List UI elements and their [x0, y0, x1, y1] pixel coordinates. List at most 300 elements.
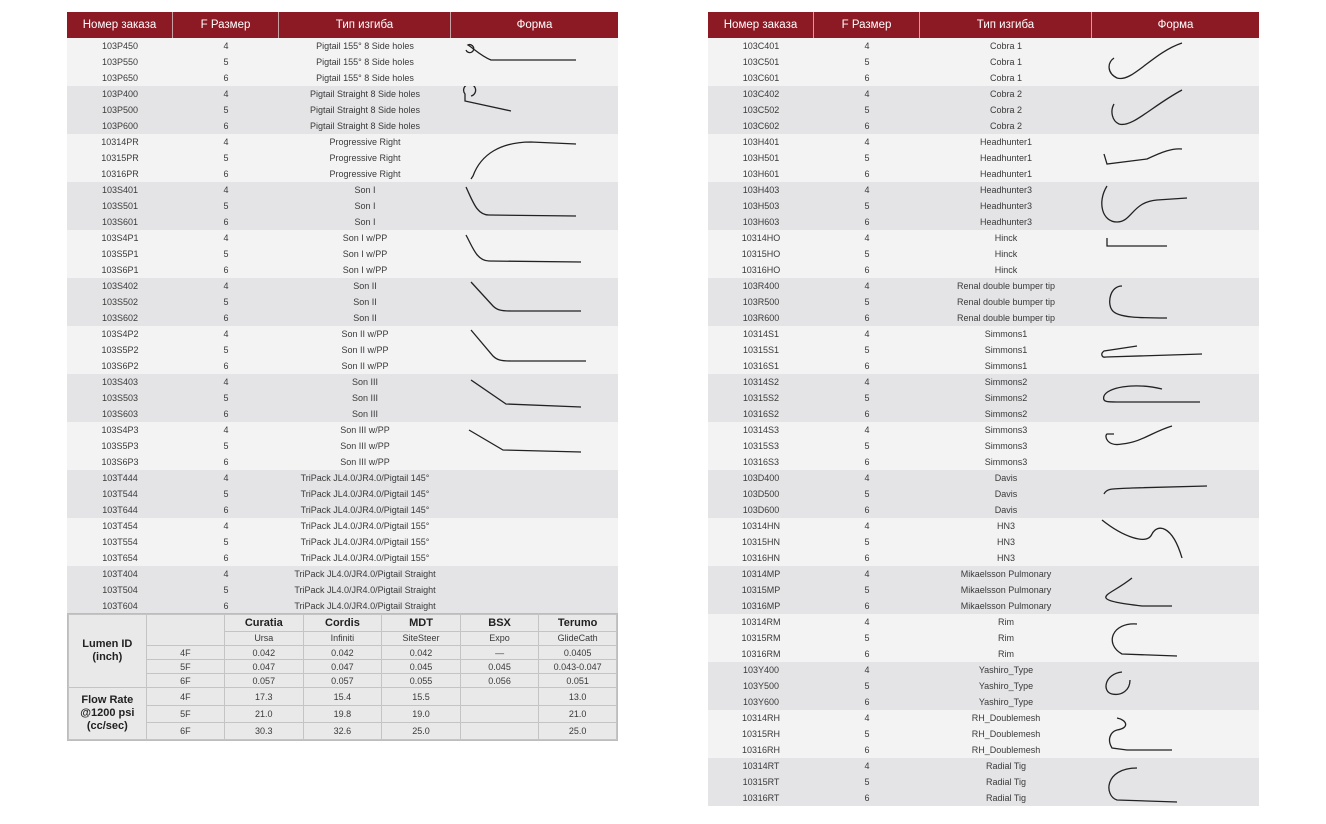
order-number-cell: 103S5P1 — [101, 249, 139, 259]
order-number-cell: 103R400 — [742, 281, 780, 291]
headhunter3-icon — [1092, 182, 1259, 230]
bend-type-cell: RH_Doublemesh — [971, 729, 1041, 739]
bend-type-cell: Headhunter3 — [979, 185, 1033, 195]
brand-label: BSX — [460, 615, 538, 632]
order-number-cell: 103T604 — [102, 601, 138, 611]
mikaelsson-icon-path — [1106, 578, 1172, 606]
bend-type-cell: Hinck — [994, 265, 1018, 275]
table-row — [67, 566, 618, 582]
flow-row: 5F 21.0 19.8 19.0 21.0 — [69, 705, 617, 722]
f-size-cell: 4 — [864, 233, 870, 243]
bend-type-cell: TriPack JL4.0/JR4.0/Pigtail 145° — [300, 489, 430, 499]
progressive-right-icon-path — [471, 142, 576, 179]
lumen-row: 4F 0.042 0.042 0.042 — 0.0405 — [69, 645, 617, 659]
row-group — [708, 230, 1259, 278]
f-size-cell: 4 — [223, 185, 229, 195]
yashiro-icon — [1092, 662, 1259, 710]
row-group — [67, 374, 618, 422]
brand-label: Curatia — [225, 615, 304, 632]
order-number-cell: 10315HN — [741, 537, 781, 547]
f-size-cell: 5 — [864, 489, 870, 499]
lumen-id-label: Lumen ID (inch) — [69, 615, 147, 688]
order-number-cell: 103T544 — [102, 489, 138, 499]
f-size-cell: 6 — [864, 121, 870, 131]
header-shape: Форма — [516, 19, 553, 31]
order-number-cell: 103S5P2 — [101, 345, 139, 355]
rim-icon-path — [1112, 624, 1177, 656]
order-number-cell: 103T454 — [102, 521, 138, 531]
bend-type-cell: Simmons2 — [984, 377, 1028, 387]
order-number-cell: 103S4P3 — [101, 425, 139, 435]
bend-type-cell: Yashiro_Type — [978, 697, 1034, 707]
left-catalog-table — [67, 12, 618, 614]
order-number-cell: 10316S3 — [742, 457, 780, 467]
order-number-cell: 103P500 — [101, 105, 139, 115]
bend-type-cell: Son I w/PP — [342, 233, 388, 243]
simmons2-icon — [1092, 374, 1259, 422]
f-size-cell: 4 — [864, 473, 870, 483]
cobra-2-icon — [1092, 86, 1259, 134]
bend-type-cell: Simmons1 — [984, 345, 1028, 355]
f-size-cell: 4 — [223, 137, 229, 147]
bend-type-cell: Cobra 1 — [989, 41, 1023, 51]
bend-type-cell: Headhunter3 — [979, 201, 1033, 211]
f-size-cell: 6 — [864, 697, 870, 707]
order-number-cell: 103C602 — [742, 121, 780, 131]
simmons1-icon — [1092, 326, 1259, 374]
order-number-cell: 103P600 — [101, 121, 139, 131]
hinck-icon-path — [1107, 238, 1167, 246]
pigtail-155-icon — [451, 38, 618, 86]
bend-type-cell: Son III w/PP — [340, 457, 390, 467]
row-group — [708, 710, 1259, 758]
lumen-row: 6F 0.057 0.057 0.055 0.056 0.051 — [69, 674, 617, 688]
order-number-cell: 103C401 — [742, 41, 780, 51]
bend-type-cell: Son III w/PP — [340, 441, 390, 451]
f-size-cell: 6 — [223, 361, 229, 371]
row-group — [708, 326, 1259, 374]
table-row — [67, 486, 618, 502]
order-number-cell: 103S6P2 — [101, 361, 139, 371]
table-row — [67, 598, 618, 614]
bend-type-cell: HN3 — [996, 521, 1015, 531]
f-size-cell: 5 — [864, 345, 870, 355]
f-size-cell: 5 — [864, 393, 870, 403]
order-number-cell: 103C502 — [742, 105, 780, 115]
son-iii-icon — [451, 374, 618, 422]
f-size-cell: 4 — [223, 89, 229, 99]
hinck-icon — [1092, 230, 1259, 278]
bend-type-cell: Progressive Right — [329, 169, 401, 179]
radial-tig-icon — [1092, 758, 1259, 806]
f-size-cell: 5 — [864, 297, 870, 307]
bend-type-cell: Son II — [353, 281, 377, 291]
son-ii-pp-icon — [451, 326, 618, 374]
order-number-cell: 10314RH — [741, 713, 781, 723]
f-size-cell: 5 — [223, 537, 229, 547]
model-label: Infiniti — [303, 631, 382, 645]
order-number-cell: 103P650 — [101, 73, 139, 83]
row-group — [67, 38, 618, 86]
bend-type-cell: Radial Tig — [985, 777, 1027, 787]
f-size-cell: 6 — [864, 73, 870, 83]
order-number-cell: 103P400 — [101, 89, 139, 99]
bend-type-cell: Son I w/PP — [342, 249, 388, 259]
bend-type-cell: HN3 — [996, 553, 1015, 563]
f-size-cell: 4 — [223, 329, 229, 339]
row-group — [708, 134, 1259, 182]
row-group — [67, 422, 618, 470]
order-number-cell: 10314PR — [101, 137, 139, 147]
flow-rate-label: Flow Rate @1200 psi (cc/sec) — [69, 688, 147, 740]
table-row — [67, 470, 618, 486]
order-number-cell: 103T404 — [102, 569, 138, 579]
bend-type-cell: Son III — [351, 393, 378, 403]
order-number-cell: 10316PR — [101, 169, 139, 179]
order-number-cell: 10314RM — [741, 617, 781, 627]
bend-type-cell: TriPack JL4.0/JR4.0/Pigtail Straight — [294, 601, 436, 611]
order-number-cell: 103S503 — [101, 393, 139, 403]
davis-icon-path — [1104, 486, 1207, 494]
f-size-cell: 4 — [223, 425, 229, 435]
order-number-cell: 103T654 — [102, 553, 138, 563]
f-size-cell: 4 — [223, 473, 229, 483]
order-number-cell: 103T444 — [102, 473, 138, 483]
f-size-cell: 6 — [864, 601, 870, 611]
model-label: Expo — [460, 631, 538, 645]
f-size-cell: 6 — [223, 505, 229, 515]
f-size-cell: 4 — [864, 41, 870, 51]
son-ii-pp-icon-path — [471, 330, 586, 361]
bend-type-cell: Simmons3 — [984, 425, 1028, 435]
row-group — [67, 230, 618, 278]
row-group — [708, 566, 1259, 614]
bend-type-cell: TriPack JL4.0/JR4.0/Pigtail 155° — [300, 521, 430, 531]
bend-type-cell: Progressive Right — [329, 153, 401, 163]
f-size-cell: 5 — [223, 57, 229, 67]
f-size-cell: 4 — [864, 137, 870, 147]
f-size-cell: 6 — [864, 505, 870, 515]
table-row — [67, 502, 618, 518]
bend-type-cell: Rim — [998, 649, 1014, 659]
rh-doublemesh-icon-path — [1110, 718, 1172, 750]
row-group — [67, 326, 618, 374]
header-order-number: Номер заказа — [67, 12, 173, 38]
f-size-cell: 6 — [864, 169, 870, 179]
bend-type-cell: RH_Doublemesh — [971, 713, 1041, 723]
f-size-cell: 6 — [223, 313, 229, 323]
f-size-cell: 6 — [864, 793, 870, 803]
order-number-cell: 103C501 — [742, 57, 780, 67]
order-number-cell: 103S4P1 — [101, 233, 139, 243]
bend-type-cell: Yashiro_Type — [978, 681, 1034, 691]
table-row — [67, 550, 618, 566]
row-group — [708, 278, 1259, 326]
f-size-cell: 6 — [864, 553, 870, 563]
bend-type-cell: Headhunter1 — [979, 137, 1033, 147]
bend-type-cell: Mikaelsson Pulmonary — [960, 585, 1052, 595]
son-ii-icon — [451, 278, 618, 326]
order-number-cell: 10315S3 — [742, 441, 780, 451]
hn3-icon-path — [1102, 520, 1182, 558]
f-size-cell: 5 — [864, 633, 870, 643]
order-number-cell: 103T644 — [102, 505, 138, 515]
headhunter1-icon — [1092, 134, 1259, 182]
order-number-cell: 103S603 — [101, 409, 139, 419]
bend-type-cell: Radial Tig — [985, 793, 1027, 803]
bend-type-cell: Rim — [998, 617, 1014, 627]
row-group — [708, 374, 1259, 422]
f-size-cell: 4 — [864, 329, 870, 339]
bend-type-cell: Son II — [353, 313, 377, 323]
bend-type-cell: Pigtail Straight 8 Side holes — [309, 89, 421, 99]
order-number-cell: 103H601 — [742, 169, 780, 179]
row-group — [67, 470, 618, 518]
order-number-cell: 10316S1 — [742, 361, 780, 371]
header-shape: Форма — [1157, 19, 1194, 31]
bend-type-cell: Renal double bumper tip — [956, 313, 1056, 323]
f-size-cell: 4 — [223, 233, 229, 243]
bend-type-cell: Cobra 1 — [989, 57, 1023, 67]
f-size-cell: 6 — [223, 169, 229, 179]
order-number-cell: 10314S2 — [742, 377, 780, 387]
bend-type-cell: TriPack JL4.0/JR4.0/Pigtail 155° — [300, 537, 430, 547]
cobra-1-icon-path — [1109, 43, 1182, 79]
order-number-cell: 103H603 — [742, 217, 780, 227]
order-number-cell: 103S403 — [101, 377, 139, 387]
order-number-cell: 103Y600 — [742, 697, 780, 707]
f-size-cell: 6 — [223, 217, 229, 227]
bend-type-cell: Renal double bumper tip — [956, 297, 1056, 307]
row-group — [708, 86, 1259, 134]
order-number-cell: 103S401 — [101, 185, 139, 195]
bend-type-cell: Pigtail 155° 8 Side holes — [316, 57, 414, 67]
bend-type-cell: Mikaelsson Pulmonary — [960, 601, 1052, 611]
bend-type-cell: Davis — [994, 473, 1018, 483]
f-size-cell: 6 — [864, 457, 870, 467]
f-size-cell: 4 — [223, 41, 229, 51]
bend-type-cell: HN3 — [996, 537, 1015, 547]
order-number-cell: 103H401 — [742, 137, 780, 147]
bend-type-cell: Progressive Right — [329, 137, 401, 147]
row-group — [708, 422, 1259, 470]
bend-type-cell: Son III — [351, 409, 378, 419]
bend-type-cell: Simmons2 — [984, 409, 1028, 419]
bend-type-cell: Headhunter1 — [979, 169, 1033, 179]
row-group — [67, 134, 618, 182]
f-size-cell: 5 — [864, 441, 870, 451]
f-size-cell: 6 — [864, 649, 870, 659]
bend-type-cell: Son I — [354, 217, 376, 227]
f-size-cell: 4 — [864, 761, 870, 771]
bend-type-cell: Son II w/PP — [341, 329, 389, 339]
f-size-cell: 4 — [864, 521, 870, 531]
bend-type-cell: Rim — [998, 633, 1014, 643]
order-number-cell: 103P450 — [101, 41, 139, 51]
f-size-cell: 4 — [864, 569, 870, 579]
order-number-cell: 103H501 — [742, 153, 780, 163]
header-bend-type: Тип изгиба — [920, 12, 1092, 38]
f-size-cell: 6 — [864, 265, 870, 275]
lumen-row: 5F 0.047 0.047 0.045 0.045 0.043-0.047 — [69, 660, 617, 674]
model-label: GlideCath — [539, 631, 617, 645]
simmons3-icon — [1092, 422, 1259, 470]
bend-type-cell: Renal double bumper tip — [956, 281, 1056, 291]
order-number-cell: 10314MP — [741, 569, 781, 579]
f-size-cell: 4 — [864, 89, 870, 99]
headhunter1-icon-path — [1104, 149, 1182, 164]
f-size-cell: 6 — [864, 313, 870, 323]
row-group — [708, 758, 1259, 806]
order-number-cell: 103R600 — [742, 313, 780, 323]
son-i-pp-icon — [451, 230, 618, 278]
f-size-cell: 4 — [864, 377, 870, 387]
f-size-cell: 5 — [864, 729, 870, 739]
row-group — [67, 182, 618, 230]
bend-type-cell: Pigtail Straight 8 Side holes — [309, 121, 421, 131]
f-size-cell: 6 — [223, 601, 229, 611]
flow-row: Flow Rate @1200 psi (cc/sec) 4F 17.3 15.4 15.5 13.0 — [69, 688, 617, 705]
f-size-cell: 5 — [223, 489, 229, 499]
f-size-cell: 5 — [864, 201, 870, 211]
right-catalog-table — [708, 12, 1259, 806]
f-size-cell: 4 — [864, 665, 870, 675]
order-number-cell: 103D400 — [742, 473, 780, 483]
f-size-cell: 5 — [864, 681, 870, 691]
f-size-cell: 6 — [223, 121, 229, 131]
row-group — [708, 470, 1259, 518]
f-size-cell: 5 — [864, 105, 870, 115]
bend-type-cell: TriPack JL4.0/JR4.0/Pigtail Straight — [294, 585, 436, 595]
order-number-cell: 103T554 — [102, 537, 138, 547]
bend-type-cell: Cobra 1 — [989, 73, 1023, 83]
flow-row: 6F 30.3 32.6 25.0 25.0 — [69, 722, 617, 739]
row-group — [708, 614, 1259, 662]
son-i-icon-path — [466, 187, 576, 216]
pigtail-straight-icon — [451, 86, 618, 134]
son-i-pp-icon-path — [466, 235, 581, 262]
f-size-cell: 5 — [223, 441, 229, 451]
mikaelsson-icon — [1092, 566, 1259, 614]
order-number-cell: 10315S2 — [742, 393, 780, 403]
bend-type-cell: Yashiro_Type — [978, 665, 1034, 675]
bend-type-cell: TriPack JL4.0/JR4.0/Pigtail 155° — [300, 553, 430, 563]
order-number-cell: 10316HO — [741, 265, 781, 275]
f-size-cell: 5 — [864, 249, 870, 259]
order-number-cell: 103S502 — [101, 297, 139, 307]
bend-type-cell: TriPack JL4.0/JR4.0/Pigtail 145° — [300, 473, 430, 483]
bend-type-cell: Davis — [994, 505, 1018, 515]
order-number-cell: 103Y500 — [742, 681, 780, 691]
order-number-cell: 103H503 — [742, 201, 780, 211]
row-group — [708, 518, 1259, 566]
order-number-cell: 10316S2 — [742, 409, 780, 419]
order-number-cell: 103S4P2 — [101, 329, 139, 339]
headhunter3-icon-path — [1102, 186, 1187, 222]
f-size-cell: 5 — [223, 393, 229, 403]
order-number-cell: 10314S3 — [742, 425, 780, 435]
bend-type-cell: Mikaelsson Pulmonary — [960, 569, 1052, 579]
bend-type-cell: TriPack JL4.0/JR4.0/Pigtail 145° — [300, 505, 430, 515]
hn3-icon — [1092, 518, 1259, 566]
bend-type-cell: Son III — [351, 377, 378, 387]
f-size-cell: 5 — [223, 345, 229, 355]
order-number-cell: 103C601 — [742, 73, 780, 83]
f-size-cell: 5 — [223, 105, 229, 115]
order-number-cell: 10315HO — [741, 249, 781, 259]
brand-label: Cordis — [303, 615, 382, 632]
radial-tig-icon-path — [1109, 768, 1177, 802]
order-number-cell: 103S501 — [101, 201, 139, 211]
cobra-2-icon-path — [1112, 90, 1182, 124]
table-header — [67, 12, 618, 38]
yashiro-icon-path — [1106, 672, 1130, 694]
f-size-cell: 5 — [223, 585, 229, 595]
bend-type-cell: Son II w/PP — [341, 345, 389, 355]
order-number-cell: 10315RM — [741, 633, 781, 643]
bend-type-cell: RH_Doublemesh — [971, 745, 1041, 755]
renal-icon-path — [1110, 286, 1167, 318]
renal-icon — [1092, 278, 1259, 326]
son-iii-pp-icon-path — [469, 430, 581, 452]
f-size-cell: 4 — [223, 569, 229, 579]
f-size-cell: 6 — [864, 217, 870, 227]
rh-doublemesh-icon — [1092, 710, 1259, 758]
row-group — [67, 518, 618, 566]
order-number-cell: 103T504 — [102, 585, 138, 595]
bend-type-cell: Son II — [353, 297, 377, 307]
pigtail-straight-icon-path — [464, 86, 511, 111]
bend-type-cell: Pigtail Straight 8 Side holes — [309, 105, 421, 115]
header-bend-type: Тип изгиба — [279, 12, 451, 38]
bend-type-cell: Radial Tig — [985, 761, 1027, 771]
order-number-cell: 103S5P3 — [101, 441, 139, 451]
brand-label: Terumo — [539, 615, 617, 632]
model-label: Ursa — [225, 631, 304, 645]
cobra-1-icon — [1092, 38, 1259, 86]
lumen-flow-table — [67, 613, 618, 741]
row-group — [67, 566, 618, 614]
f-size-cell: 6 — [223, 553, 229, 563]
bend-type-cell: Pigtail 155° 8 Side holes — [316, 41, 414, 51]
order-number-cell: 10314HN — [741, 521, 781, 531]
f-size-cell: 5 — [864, 777, 870, 787]
bend-type-cell: Hinck — [994, 233, 1018, 243]
order-number-cell: 103Y400 — [742, 665, 780, 675]
f-size-cell: 5 — [864, 537, 870, 547]
simmons2-icon-path — [1104, 386, 1200, 402]
order-number-cell: 103H403 — [742, 185, 780, 195]
table-header — [708, 12, 1259, 38]
order-number-cell: 103S402 — [101, 281, 139, 291]
son-ii-icon-path — [471, 282, 581, 311]
f-size-cell: 6 — [223, 265, 229, 275]
f-size-cell: 4 — [864, 185, 870, 195]
f-size-cell: 4 — [223, 281, 229, 291]
f-size-cell: 5 — [223, 297, 229, 307]
header-f-size: F Размер — [173, 12, 279, 38]
son-iii-icon-path — [471, 380, 581, 407]
row-group — [67, 278, 618, 326]
bend-type-cell: Simmons3 — [984, 441, 1028, 451]
son-i-icon — [451, 182, 618, 230]
table-row — [67, 518, 618, 534]
order-number-cell: 103R500 — [742, 297, 780, 307]
bend-type-cell: TriPack JL4.0/JR4.0/Pigtail Straight — [294, 569, 436, 579]
f-size-cell: 6 — [864, 361, 870, 371]
row-group — [67, 86, 618, 134]
simmons1-icon-path — [1102, 346, 1202, 357]
